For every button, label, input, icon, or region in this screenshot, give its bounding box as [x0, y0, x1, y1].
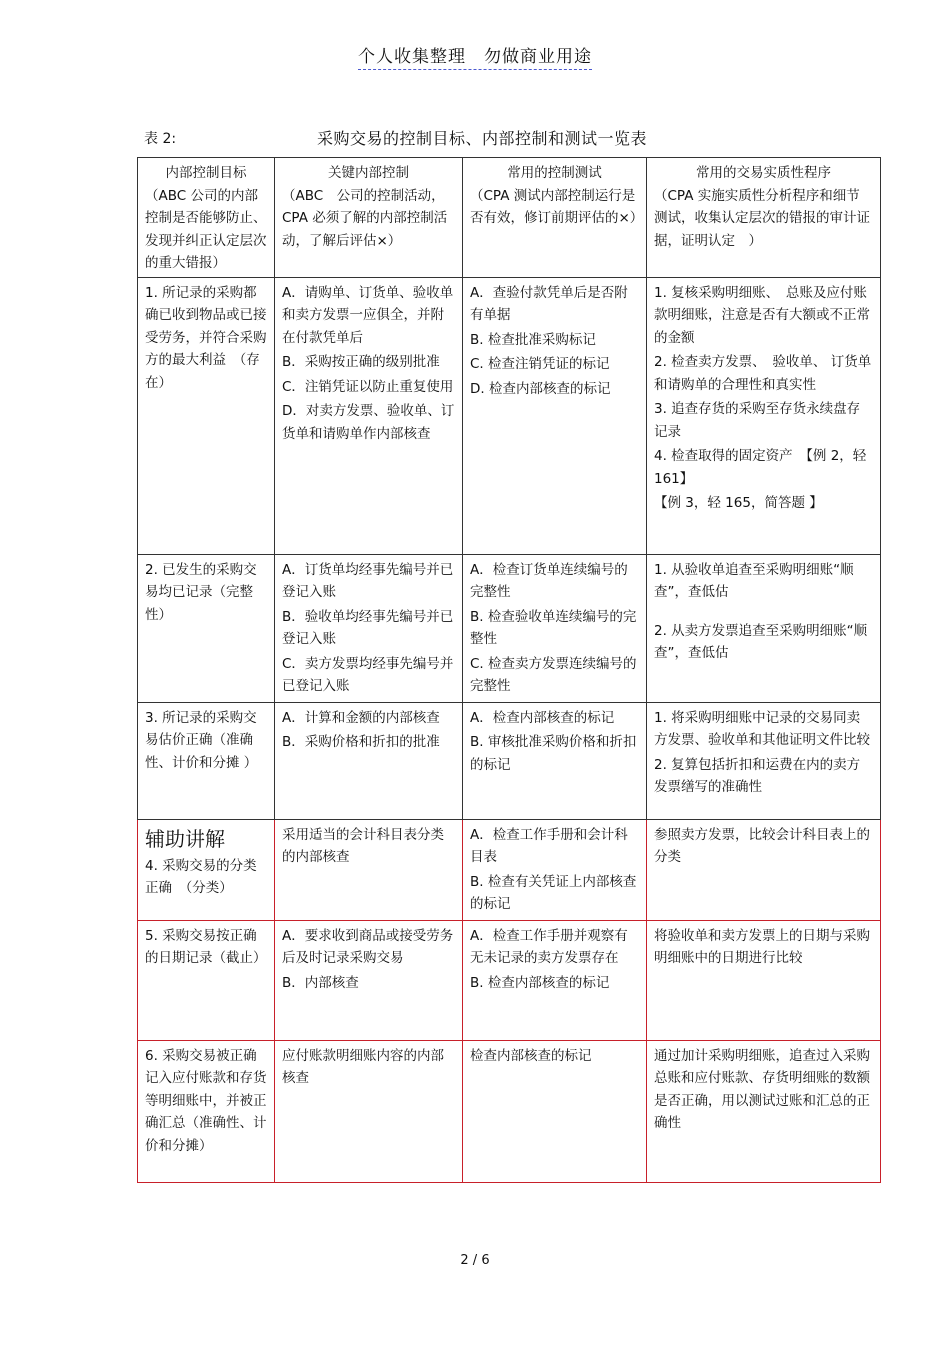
column-desc: （ABC 公司的控制活动，CPA 必须了解的内部控制活动，了解后评估×） [282, 187, 448, 249]
control-item: A．要求收到商品或接受劳务后及时记录采购交易 [282, 927, 454, 966]
objective-cell [138, 554, 275, 702]
table-row [138, 702, 881, 819]
procedures-cell [647, 702, 881, 819]
column-desc: （CPA 实施实质性分析程序和细节测试，收集认定层次的错报的审计证据，证明认定 ） [654, 187, 870, 249]
control-item: B．验收单均经事先编号并已登记入账 [282, 608, 454, 647]
header-cell-procedures [647, 158, 881, 278]
control-item: D．对卖方发票、验收单、订货单和请购单作内部核查 [282, 403, 455, 442]
column-desc: （CPA 测试内部控制运行是否有效，修订前期评估的×） [470, 187, 644, 226]
table-row [138, 277, 881, 554]
procedures-cell [647, 554, 881, 702]
objective-text: 6. 采购交易被正确记入应付账款和存货等明细账中，并被正确汇总（准确性、计价和分摊） [145, 1047, 267, 1154]
header-cell-objective [138, 158, 275, 278]
test-item: B. 审核批准采购价格和折扣的标记 [470, 734, 637, 773]
table-row [138, 1040, 881, 1182]
control-item: A．计算和金额的内部核查 [282, 709, 440, 726]
test-item: D. 检查内部核查的标记 [470, 380, 611, 397]
procedure-item: 1. 将采购明细账中记录的交易同卖方发票、验收单和其他证明文件比较 [654, 709, 870, 748]
objective-text: 4. 采购交易的分类正确 （分类） [145, 857, 257, 896]
column-title: 关键内部控制 [328, 165, 409, 181]
page-number: 2 / 6 [460, 1253, 490, 1268]
control-item: B．采购价格和折扣的批准 [282, 734, 440, 750]
test-item: A．查验付款凭单后是否附有单据 [470, 284, 628, 323]
procedure-item: 3. 追查存货的采购至存货永续盘存记录 [654, 401, 861, 440]
test-item: B. 检查内部核查的标记 [470, 974, 610, 991]
control-item: 应付账款明细账内容的内部核查 [282, 1047, 444, 1086]
objective-cell [138, 1040, 275, 1182]
procedure-item: 通过加计采购明细账，追查过入采购总账和应付账款、存货明细账的数额是否正确，用以测试过账和汇总的正确性 [654, 1047, 870, 1131]
control-item: C．卖方发票均经事先编号并已登记入账 [282, 655, 454, 694]
procedures-cell [647, 277, 881, 554]
procedure-item: 【例 3，轻 165，简答题 】 [654, 495, 823, 511]
control-item: B．内部核查 [282, 974, 359, 991]
procedure-item: 2. 检查卖方发票、 验收单、 订货单和请购单的合理性和真实性 [654, 354, 872, 393]
control-item: B．采购按正确的级别批准 [282, 354, 440, 370]
objective-cell [138, 702, 275, 819]
control-item: A．请购单、订货单、验收单和卖方发票一应俱全，并附在付款凭单后 [282, 284, 454, 346]
test-item: A．检查工作手册和会计科目表 [470, 826, 628, 865]
objective-text: 5. 采购交易按正确的日期记录（截止） [145, 927, 267, 966]
procedure-item: 2. 复算包括折扣和运费在内的卖方发票缮写的准确性 [654, 756, 861, 795]
test-item: A．检查内部核查的标记 [470, 709, 615, 726]
header-cell-tests [463, 158, 647, 278]
controls-cell [275, 819, 463, 920]
table-row [138, 819, 881, 920]
tests-cell [463, 920, 647, 1040]
test-item: A．检查工作手册并观察有无未记录的卖方发票存在 [470, 927, 628, 966]
test-item: B. 检查验收单连续编号的完整性 [470, 608, 637, 647]
objective-text: 1. 所记录的采购都确已收到物品或已接受劳务，并符合采购方的最大利益 （存在） [145, 284, 267, 391]
objective-text: 2. 已发生的采购交易均已记录（完整性） [145, 561, 257, 623]
table-header-row [138, 158, 881, 278]
table-row [138, 554, 881, 702]
controls-cell [275, 920, 463, 1040]
tests-cell [463, 1040, 647, 1182]
procedure-item: 2. 从卖方发票追查至采购明细账“顺查”，查低估 [654, 622, 868, 661]
objective-cell [138, 277, 275, 554]
control-objectives-table [137, 157, 881, 1183]
header-cell-controls [275, 158, 463, 278]
column-title: 内部控制目标 [165, 165, 247, 181]
table-row [138, 920, 881, 1040]
test-item: C. 检查卖方发票连续编号的完整性 [470, 655, 637, 694]
procedure-item: 参照卖方发票，比较会计科目表上的分类 [654, 826, 870, 865]
controls-cell [275, 1040, 463, 1182]
column-desc: （ABC 公司的内部控制是否能够防止、发现并纠正认定层次的重大错报） [145, 187, 267, 271]
table-label: 表 2: [144, 131, 177, 147]
tests-cell [463, 277, 647, 554]
procedure-item: 将验收单和卖方发票上的日期与采购明细账中的日期进行比较 [654, 927, 870, 966]
column-title: 常用的控制测试 [507, 165, 602, 181]
procedure-item: 1. 从验收单追查至采购明细账“顺查”，查低估 [654, 561, 854, 600]
column-title: 常用的交易实质性程序 [696, 165, 831, 181]
tests-cell [463, 819, 647, 920]
controls-cell [275, 702, 463, 819]
controls-cell [275, 277, 463, 554]
procedures-cell [647, 1040, 881, 1182]
objective-cell [138, 819, 275, 920]
tests-cell [463, 702, 647, 819]
table-title: 采购交易的控制目标、内部控制和测试一览表 [317, 129, 648, 148]
test-item: B. 检查有关凭证上内部核查的标记 [470, 873, 637, 912]
tests-cell [463, 554, 647, 702]
objective-cell [138, 920, 275, 1040]
control-item: 采用适当的会计科目表分类的内部核查 [282, 826, 444, 865]
test-item: 检查内部核查的标记 [470, 1047, 592, 1064]
procedure-item: 4. 检查取得的固定资产 【例 2，轻 161】 [654, 448, 867, 487]
header-text: 个人收集整理 勿做商业用途 [358, 47, 592, 70]
aux-note: 辅助讲解 [145, 826, 225, 851]
objective-text: 3. 所记录的采购交易估价正确（准确性、计价和分摊 ） [145, 709, 258, 771]
procedure-item: 1. 复核采购明细账、 总账及应付账款明细账，注意是否有大额或不正常的金额 [654, 284, 870, 346]
test-item: B. 检查批准采购标记 [470, 331, 596, 348]
control-item: A．订货单均经事先编号并已登记入账 [282, 561, 454, 600]
control-item: C．注销凭证以防止重复使用 [282, 378, 454, 395]
procedures-cell [647, 920, 881, 1040]
test-item: A．检查订货单连续编号的完整性 [470, 561, 628, 600]
controls-cell [275, 554, 463, 702]
page-header [0, 42, 950, 67]
test-item: C. 检查注销凭证的标记 [470, 356, 610, 372]
procedures-cell [647, 819, 881, 920]
